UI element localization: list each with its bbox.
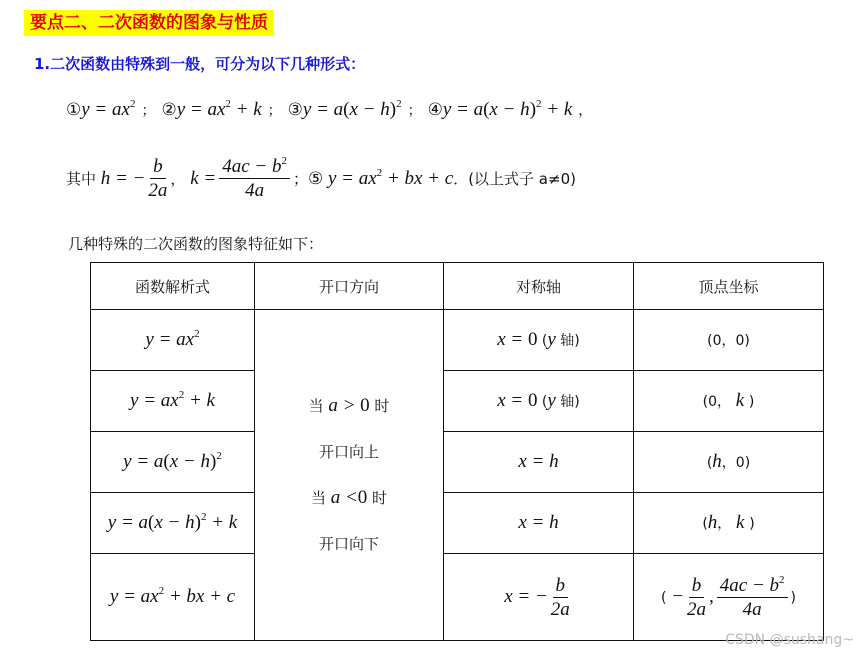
separator: ； [141, 103, 156, 119]
watermark-text: CSDN @sushang~ [725, 632, 854, 648]
cell-axis: x = h [444, 432, 634, 493]
cell-vertex: (0， k ) [634, 371, 824, 432]
header-vertex: 顶点坐标 [634, 263, 824, 310]
h-definition: h = − [96, 167, 146, 189]
cell-vertex: (h，0) [634, 432, 824, 493]
cell-axis: x = h [444, 493, 634, 554]
form-1-marker: ① [66, 100, 82, 120]
separator: ； [407, 103, 422, 119]
comma: ， [170, 170, 186, 188]
form-5-expression: $y = ax^2$ + bx + c [323, 166, 454, 189]
cell-expression: $y = a(x - h)^2$ [91, 432, 255, 493]
forms-subheading: 1.二次函数由特殊到一般，可分为以下几种形式： [34, 55, 366, 73]
line-end-comma: ， [578, 103, 593, 119]
table-row [91, 371, 824, 432]
table-row [91, 493, 824, 554]
form-1-expression: $y = ax^2$ [81, 97, 136, 120]
cell-axis: x = − $\frac{b}{2a}$ [444, 554, 634, 641]
header-axis: 对称轴 [444, 263, 634, 310]
cell-opening-merged [255, 310, 444, 641]
cell-axis: x = 0 (y 轴) [444, 310, 634, 371]
opening-down-text: 开口向下 [318, 535, 379, 553]
k-fraction: $\frac{4ac - b^2}{4a}$ [219, 155, 290, 202]
header-opening: 开口方向 [255, 263, 444, 310]
cell-vertex: (0，0) [634, 310, 824, 371]
table-row [91, 554, 824, 641]
opening-condition-down: 当 a <0 时 [310, 487, 388, 508]
opening-condition-up: 当 a > 0 时 [308, 395, 390, 416]
section-heading: 要点二、二次函数的图象与性质 [24, 10, 274, 36]
form-4-marker: ④ [427, 100, 443, 120]
separator: ； [267, 103, 282, 119]
table-row [91, 432, 824, 493]
prefix-text: 其中 [66, 170, 97, 188]
form-2-expression: $y = ax^2 + k$ [176, 97, 262, 120]
cell-vertex: (h， k ) [634, 493, 824, 554]
semicolon: ； [292, 170, 308, 188]
h-fraction: $\frac{b}{2a}$ [148, 156, 168, 201]
quadratic-features-table [90, 262, 824, 641]
nonzero-note: ．(以上式子 a≠0) [453, 170, 576, 188]
table-intro-text: 几种特殊的二次函数的图象特征如下： [68, 235, 324, 253]
header-expression: 函数解析式 [91, 263, 255, 310]
cell-vertex: ( − $\frac{b}{2a}$ , $\frac{4ac - b^2}{4a}$ ) [634, 554, 824, 641]
form-3-expression: $y = a(x - h)^2$ [302, 97, 402, 120]
table-row [91, 310, 824, 371]
opening-up-text: 开口向上 [318, 443, 379, 461]
k-definition: k = [185, 167, 217, 189]
cell-expression: $y = a(x - h)^2 + k$ [91, 493, 255, 554]
cell-expression: $y = ax^2$ [91, 310, 255, 371]
form-3-marker: ③ [287, 100, 303, 120]
cell-expression: $y = ax^2 + k$ [91, 371, 255, 432]
quadratic-forms-line [66, 99, 598, 121]
cell-axis: x = 0 (y 轴) [444, 371, 634, 432]
form-5-marker: ⑤ [307, 168, 324, 189]
form-4-expression: $y = a(x - h)^2 + k$ [442, 97, 573, 120]
cell-expression: $y = ax^2$ + bx + c [91, 554, 255, 641]
table-header-row [91, 263, 824, 310]
form-2-marker: ② [161, 100, 177, 120]
vertex-params-line [66, 155, 576, 202]
